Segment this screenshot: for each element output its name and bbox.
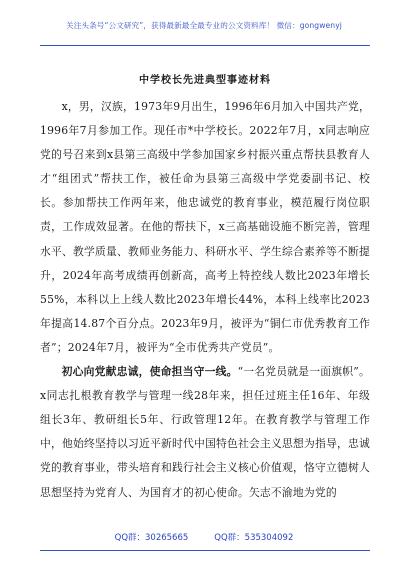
header-divider xyxy=(40,45,370,46)
page-header xyxy=(0,0,408,58)
footer-qq-group-1: QQ群：30265665 xyxy=(114,533,189,543)
footer-qq-group-2: QQ群：535304092 xyxy=(214,533,294,543)
footer-divider xyxy=(40,550,370,551)
document-title: 中学校长先进典型事迹材料 xyxy=(139,75,271,86)
page-footer xyxy=(0,531,408,543)
paragraph-profile: x，男，汉族，1973年9月出生，1996年6月加入中国共产党，1996年7月参加工作。现任市*中学校长。2022年7月，x同志响应党的号召来到x县第三高级中学参加国家乡村振兴重点帮扶县教育人才“组团式”帮扶工作，被任命为县第三高级中学党委副书记、校长。参加帮扶工作两年来，他忠诚党的教育事业，模范履行岗位职责，工作成效显著。在他的帮扶下，x三高基础设施不断完善，管理水平、教学质量、教师业务能力、科研水平、学生综合素养等不断提升，2024年高考成绩再创新高，高考上特控线人数比2023年增长55%，本科以上上线人数比2023年增长44%，本科上线率比2023年提高14.87个百分点。2023年9月，被评为“铜仁市优秀教育工作者”；2024年7月，被评为“全市优秀共产党员”。 xyxy=(40,100,370,354)
paragraph-section-1 xyxy=(40,360,370,505)
document-body xyxy=(40,58,370,505)
header-banner: 关注头条号“公文研究”，获得最新最全最专业的公文资料库！ 微信：gongwenyj xyxy=(66,21,342,30)
section-heading: 初心向党献忠诚，使命担当守一线。 xyxy=(61,365,238,379)
section-text: “一名党员就是一面旗帜”。x同志扎根教育教学与管理一线28年来，担任过班主任16年、年级组长3年、教研组长5年、行政管理12年。在教育教学与管理工作中，他始终坚持以习近平新时代中国特色社会主义思想为指导，忠诚党的教育事业，带头培育和践行社会主义核心价值观，恪守立德树人思想坚持为党育人、为国育才的初心使命。矢志不渝地为党的 xyxy=(40,365,371,499)
